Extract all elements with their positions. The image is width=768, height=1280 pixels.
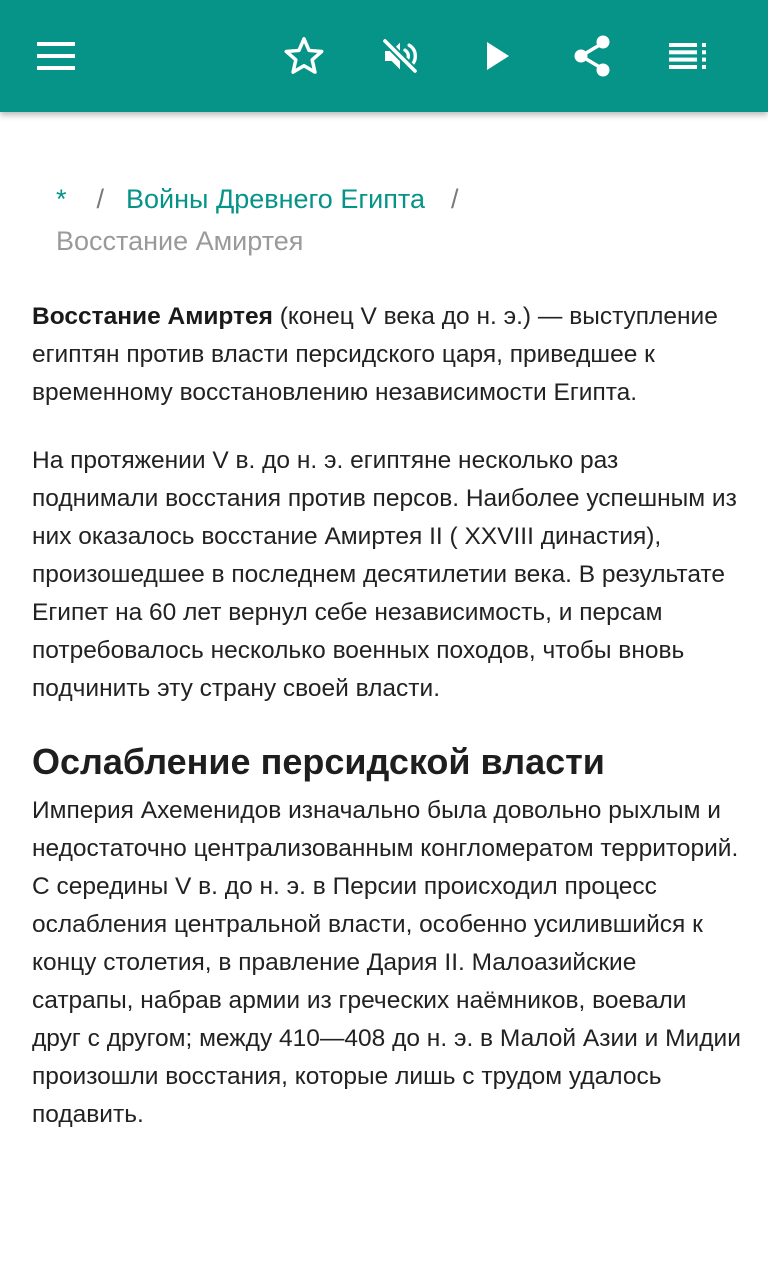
- mute-button[interactable]: [368, 24, 432, 88]
- breadcrumb-separator: /: [96, 184, 105, 214]
- breadcrumb-category-link[interactable]: Войны Древнего Египта: [126, 184, 425, 214]
- favorite-button[interactable]: [272, 24, 336, 88]
- table-of-contents-button[interactable]: [656, 24, 720, 88]
- volume-off-icon: [380, 36, 420, 76]
- section-paragraph: Империя Ахеменидов изначально была довольно рыхлым и недостаточно централизованным конгломератом территорий. С середины V в. до н. э. в Персии происходил процесс ослабления центральной власти, особенно усилившийся к концу столетия, в правление Дария II. Малоазийские сатрапы, набрав армии из греческих наёмников, воевали друг с другом; между 410—408 до н. э. в Малой Азии и Мидии произошли восстания, которые лишь с трудом удалось подавить.: [32, 797, 741, 1128]
- star-outline-icon: [283, 36, 325, 76]
- table-of-contents-icon: [669, 43, 707, 69]
- play-button[interactable]: [466, 24, 530, 88]
- hamburger-menu-icon: [37, 42, 75, 70]
- section-heading: Ослабление персидской власти: [32, 741, 605, 782]
- breadcrumb: [56, 178, 736, 262]
- intro-paragraph: [32, 298, 742, 412]
- play-icon: [485, 41, 511, 71]
- article-content: [0, 112, 768, 1280]
- breadcrumb-current-page: Восстание Амиртея: [56, 226, 304, 256]
- history-paragraph: На протяжении V в. до н. э. египтяне несколько раз поднимали восстания против персов. Наиболее успешным из них оказалось восстание Амиртея II ( XXVIII династия), произошедшее в последнем десятилетии века. В результате Египет на 60 лет вернул себе независимость, и персам потребовалось несколько военных походов, чтобы вновь подчинить эту страну своей власти.: [32, 447, 737, 702]
- article-body: [32, 298, 742, 1164]
- breadcrumb-home-link[interactable]: *: [56, 184, 67, 214]
- share-button[interactable]: [560, 24, 624, 88]
- app-toolbar: [0, 0, 768, 112]
- share-icon: [572, 35, 612, 77]
- breadcrumb-separator: /: [450, 184, 459, 214]
- intro-text: (конец V века до н. э.) — выступление египтян против власти персидского царя, приведшее к временному восстановлению независимости Египта.: [32, 303, 718, 406]
- article-title-bold: Восстание Амиртея: [32, 303, 273, 330]
- menu-button[interactable]: [24, 24, 88, 88]
